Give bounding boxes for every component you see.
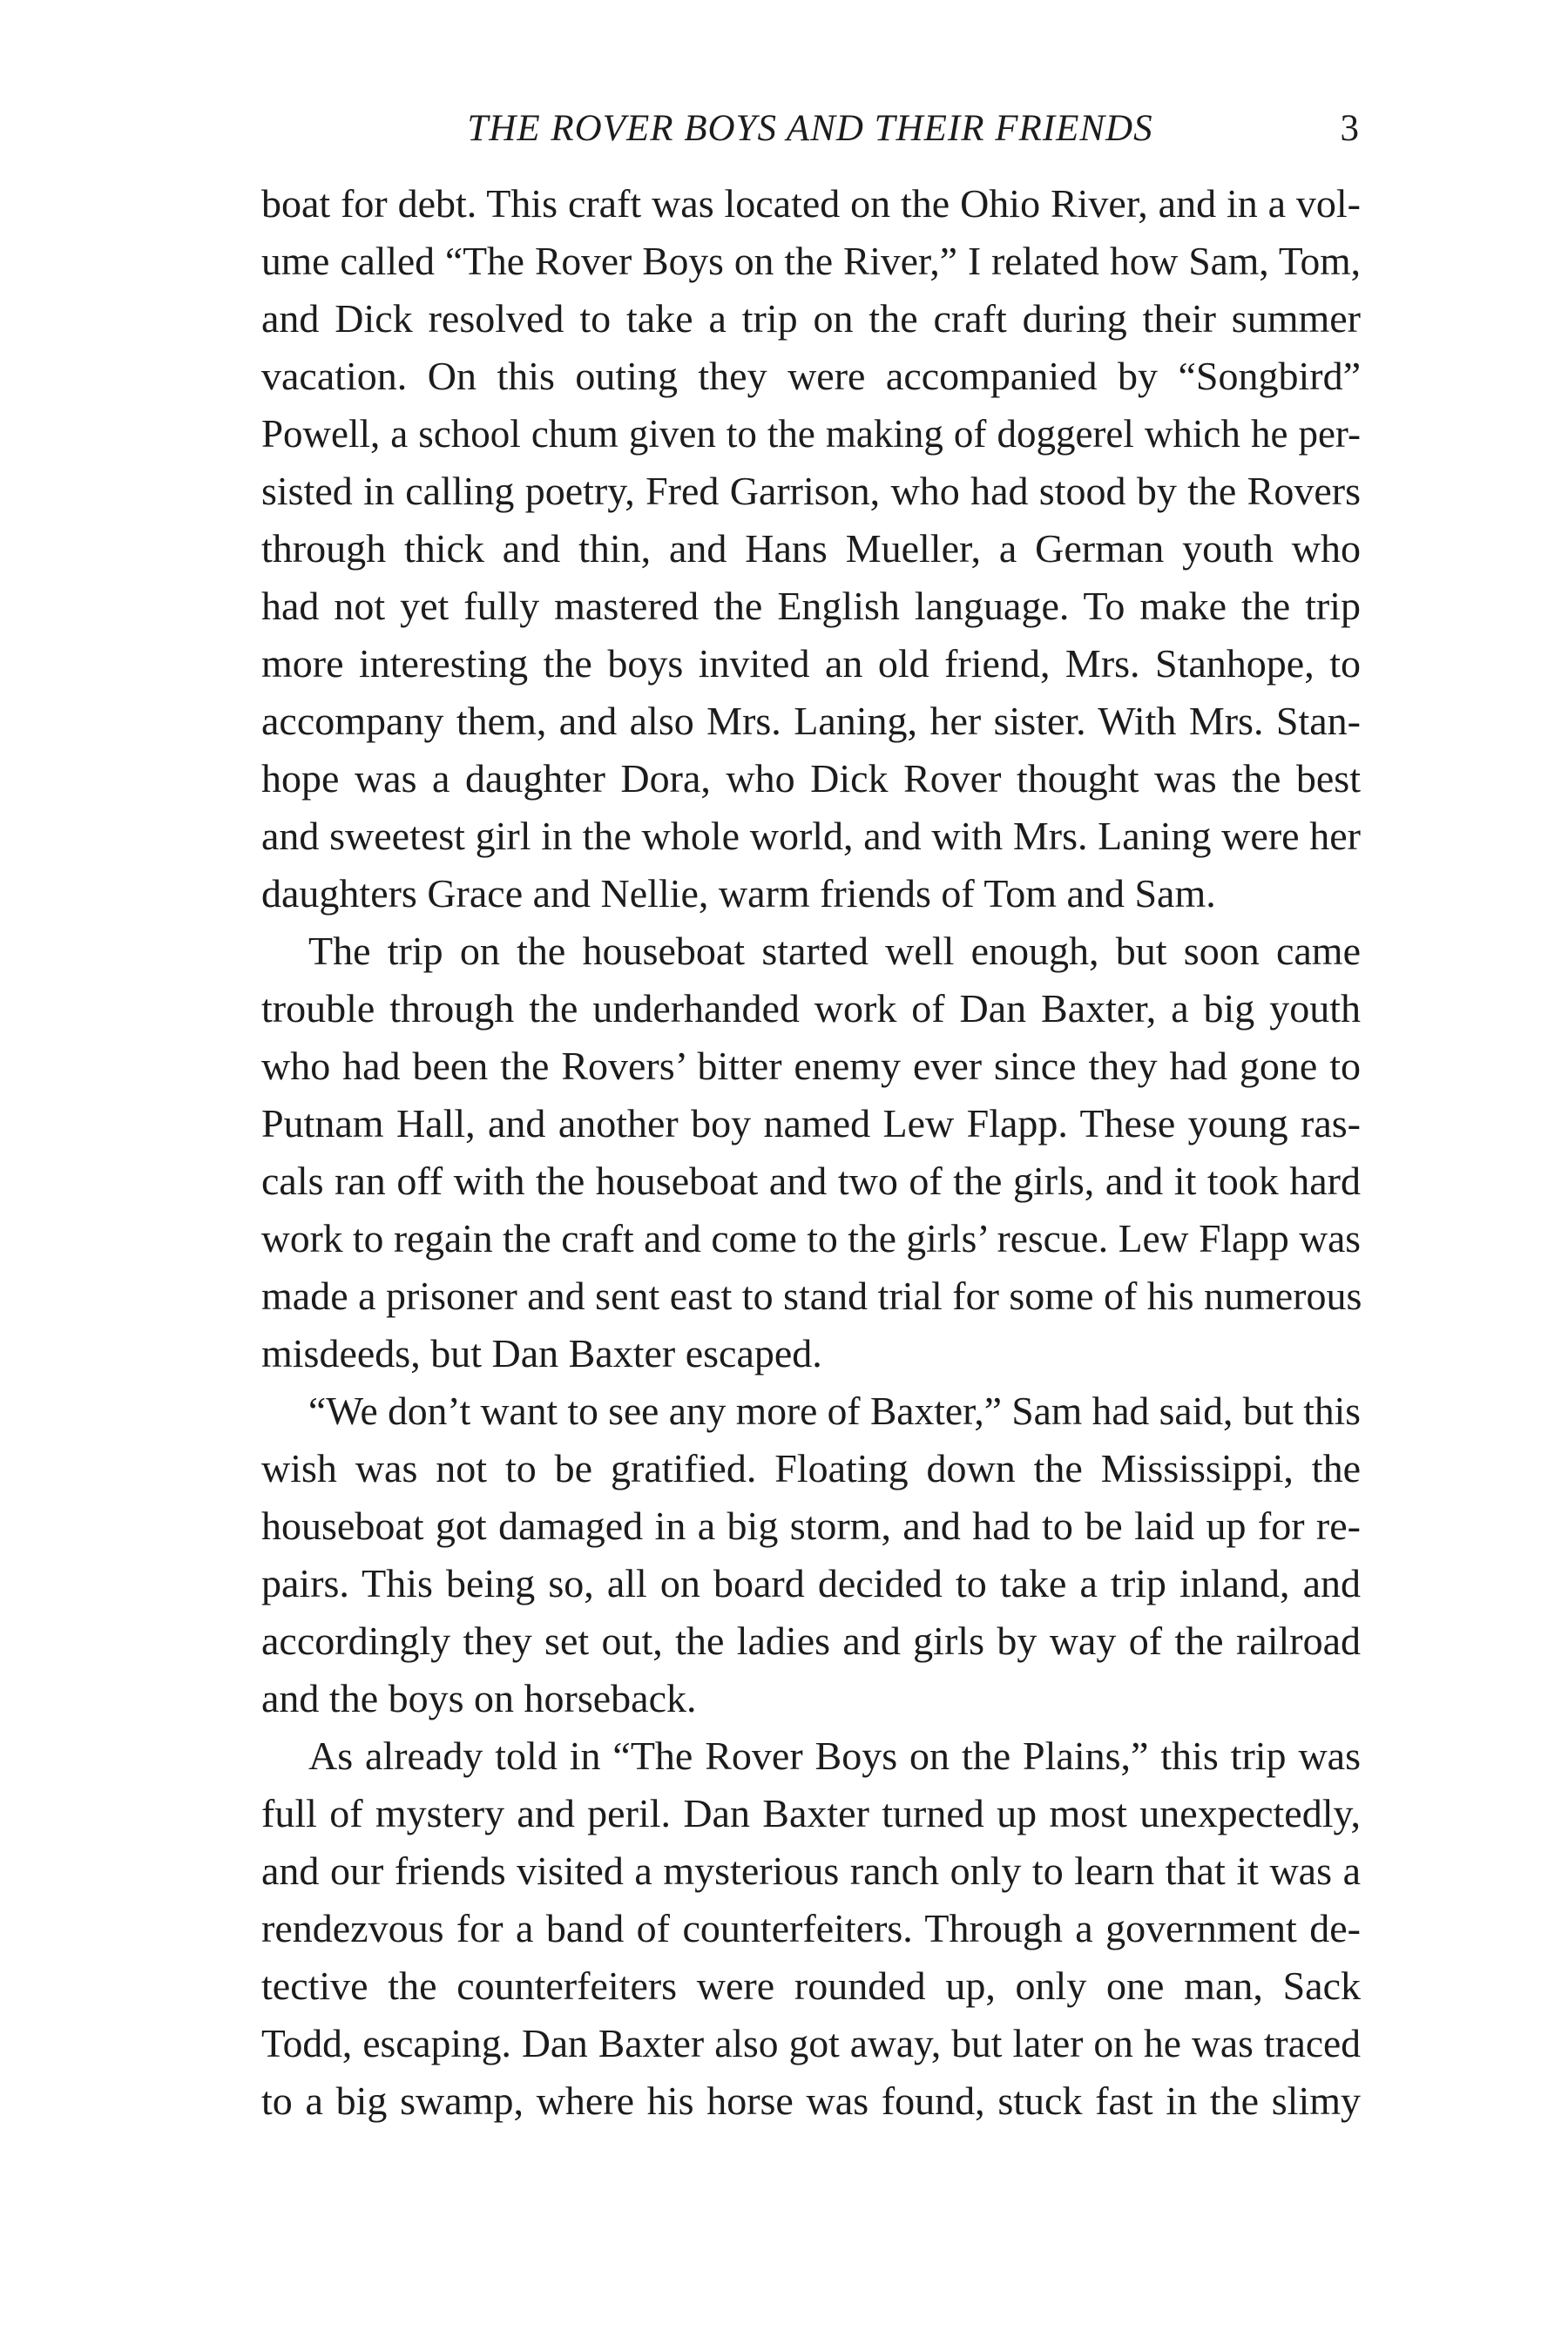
text-line: sisted in calling poetry, Fred Garrison, who had stood by the Rovers — [261, 469, 1361, 513]
text-line: through thick and thin, and Hans Mueller, a German youth who — [261, 526, 1361, 571]
page-number: 3 — [1340, 108, 1359, 149]
text-line: trouble through the underhanded work of Dan Baxter, a big youth — [261, 986, 1361, 1031]
text-line: full of mystery and peril. Dan Baxter turned up most unexpectedly, — [261, 1791, 1361, 1835]
text-line: tective the counterfeiters were rounded up, only one man, Sack — [261, 1963, 1361, 2008]
text-line: boat for debt. This craft was located on the Ohio River, and in a vol- — [261, 181, 1361, 226]
text-line: Todd, escaping. Dan Baxter also got away, but later on he was traced — [261, 2021, 1361, 2065]
text-line: The trip on the houseboat started well enough, but soon came — [308, 929, 1361, 973]
text-line: more interesting the boys invited an old friend, Mrs. Stanhope, to — [261, 641, 1361, 686]
text-line: ume called “The Rover Boys on the River,” I related how Sam, Tom, — [261, 239, 1361, 283]
text-line: who had been the Rovers’ bitter enemy ever since they had gone to — [261, 1044, 1361, 1088]
running-header — [261, 103, 1359, 155]
text-line: misdeeds, but Dan Baxter escaped. — [261, 1331, 822, 1375]
text-line: and sweetest girl in the whole world, and with Mrs. Laning were her — [261, 814, 1361, 858]
text-line: made a prisoner and sent east to stand trial for some of his numerous — [261, 1274, 1362, 1318]
text-line: rendezvous for a band of counterfeiters. Through a government de- — [261, 1906, 1361, 1950]
text-line: and the boys on horseback. — [261, 1676, 697, 1720]
text-line: houseboat got damaged in a big storm, and had to be laid up for re- — [261, 1504, 1361, 1548]
text-line: and Dick resolved to take a trip on the craft during their summer — [261, 296, 1361, 341]
text-line: “We don’t want to see any more of Baxter,” Sam had said, but this — [308, 1389, 1361, 1433]
text-line: cals ran off with the houseboat and two of the girls, and it took hard — [261, 1159, 1361, 1203]
text-line: daughters Grace and Nellie, warm friends of Tom and Sam. — [261, 871, 1216, 916]
text-line: Putnam Hall, and another boy named Lew Flapp. These young ras- — [261, 1101, 1361, 1146]
text-line: accordingly they set out, the ladies and girls by way of the railroad — [261, 1619, 1361, 1663]
text-line: pairs. This being so, all on board decided to take a trip inland, and — [261, 1561, 1361, 1605]
body-text — [261, 175, 1361, 2130]
running-title: THE ROVER BOYS AND THEIR FRIENDS — [467, 108, 1153, 149]
text-line: work to regain the craft and come to the girls’ rescue. Lew Flapp was — [261, 1216, 1361, 1260]
text-line: to a big swamp, where his horse was found, stuck fast in the slimy — [261, 2078, 1361, 2123]
text-line: had not yet fully mastered the English language. To make the trip — [261, 584, 1361, 628]
text-line: accompany them, and also Mrs. Laning, her sister. With Mrs. Stan- — [261, 699, 1361, 743]
text-line: Powell, a school chum given to the making of doggerel which he per- — [261, 412, 1361, 456]
text-line: vacation. On this outing they were accompanied by “Songbird” — [261, 354, 1361, 398]
text-line: wish was not to be gratified. Floating down the Mississippi, the — [261, 1446, 1361, 1490]
text-line: hope was a daughter Dora, who Dick Rover thought was the best — [261, 756, 1361, 801]
text-line: As already told in “The Rover Boys on the Plains,” this trip was — [308, 1734, 1361, 1778]
text-line: and our friends visited a mysterious ranch only to learn that it was a — [261, 1848, 1361, 1893]
